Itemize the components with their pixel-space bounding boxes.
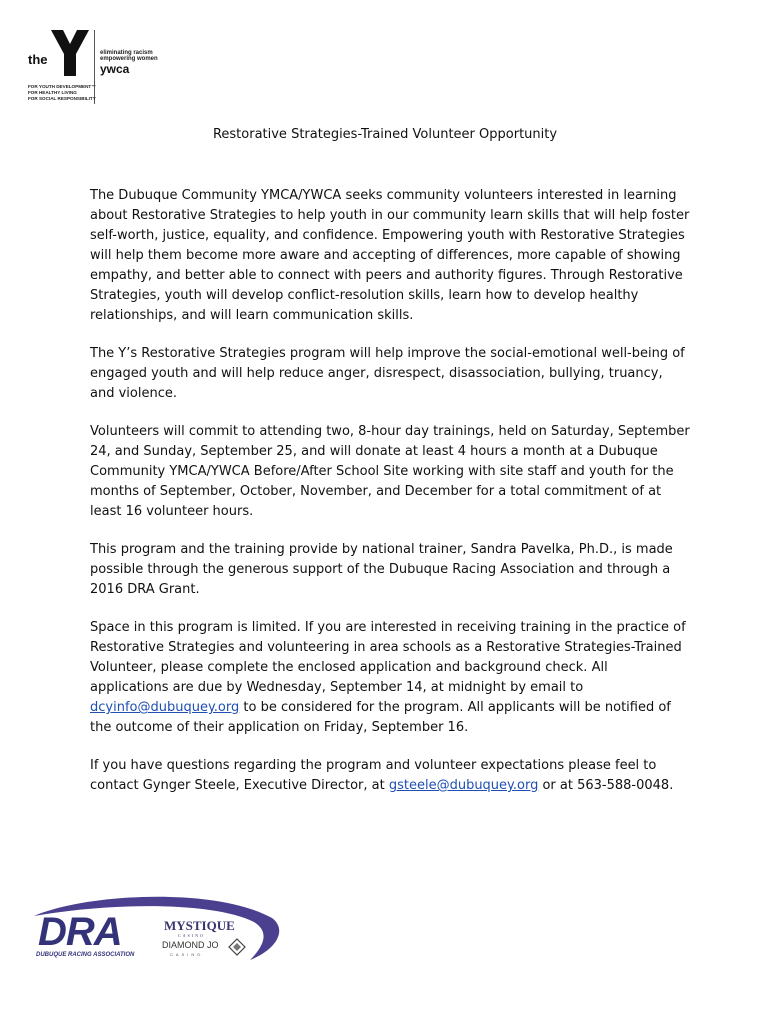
ymca-tagline-line: FOR SOCIAL RESPONSIBILITY <box>28 96 96 101</box>
ymca-logo-the: the <box>28 52 48 67</box>
diamond-icon <box>228 938 246 956</box>
ymca-tagline-line: FOR HEALTHY LIVING <box>28 90 77 95</box>
application-text-before: Space in this program is limited. If you are interested in receiving training in the practice of Restorative Strategies and volunteering in area schools as a Restorative Strategies-Trained Volunteer, please complete the enclosed application and background check. All applications are due by Wednesday, September 14, at midnight by email to <box>90 620 686 695</box>
dra-caption: DUBUQUE RACING ASSOCIATION <box>36 952 135 958</box>
ymca-logo <box>28 28 88 78</box>
dcyinfo-email-link[interactable]: dcyinfo@dubuquey.org <box>90 700 240 715</box>
ywca-logo <box>100 50 158 75</box>
ywca-name: ywca <box>100 62 130 76</box>
header-logos <box>28 28 208 106</box>
paragraph-funding: This program and the training provide by national trainer, Sandra Pavelka, Ph.D., is made possible through the generous support of the Dubuque Racing Association and through a 2016 DRA Grant. <box>90 542 673 597</box>
ymca-tagline <box>28 84 96 102</box>
document-body <box>90 186 690 814</box>
paragraph-contact <box>90 756 690 796</box>
diamond-jo-casino-text: CASINO <box>170 952 204 957</box>
diamond-jo-logo-text: DIAMOND JO <box>162 940 219 950</box>
ymca-y-icon <box>50 28 90 78</box>
paragraph-program: The Y’s Restorative Strategies program will help improve the social-emotional well-being of engaged youth and will help reduce anger, disrespect, disassociation, bullying, truancy, and violence. <box>90 346 685 401</box>
mystique-casino-text: CASINO <box>178 933 205 938</box>
ywca-tagline-2: empowering women <box>100 56 158 62</box>
paragraph-application <box>90 618 690 738</box>
paragraph-intro: The Dubuque Community YMCA/YWCA seeks community volunteers interested in learning about Restorative Strategies to help youth in our community learn skills that will help foster self-worth, justice, equality, and confidence. Empowering youth with Restorative Strategies will help them become more aware and accepting of differences, more capable of showing empathy, and better able to connect with peers and authority figures. Through Restorative Strategies, youth will develop conflict-resolution skills, learn how to develop healthy relationships, and will learn communication skills. <box>90 188 690 323</box>
footer-logos <box>14 890 284 970</box>
document-title: Restorative Strategies-Trained Volunteer Opportunity <box>212 127 558 142</box>
ywca-tagline-1: eliminating racism <box>100 50 153 56</box>
paragraph-commitment: Volunteers will commit to attending two, 8-hour day trainings, held on Saturday, September 24, and Sunday, September 25, and will donate at least 4 hours a month at a Dubuque Community YMCA/YWCA Before/After School Site working with site staff and youth for the months of September, October, November, and December for a total commitment of at least 16 volunteer hours. <box>90 424 690 519</box>
ymca-tagline-line: FOR YOUTH DEVELOPMENT™ <box>28 84 96 89</box>
dra-logo-text: DRA <box>38 910 122 954</box>
mystique-logo-text: MYSTIQUE <box>164 918 235 933</box>
contact-text-after: or at 563-588-0048. <box>538 778 674 793</box>
contact-text-before: If you have questions regarding the program and volunteer expectations please feel to contact Gynger Steele, Executive Director, at <box>90 758 657 793</box>
application-text-after: to be considered for the program. All applicants will be notified of the outcome of their application on Friday, September 16. <box>90 700 671 735</box>
gsteele-email-link[interactable]: gsteele@dubuquey.org <box>388 778 539 793</box>
